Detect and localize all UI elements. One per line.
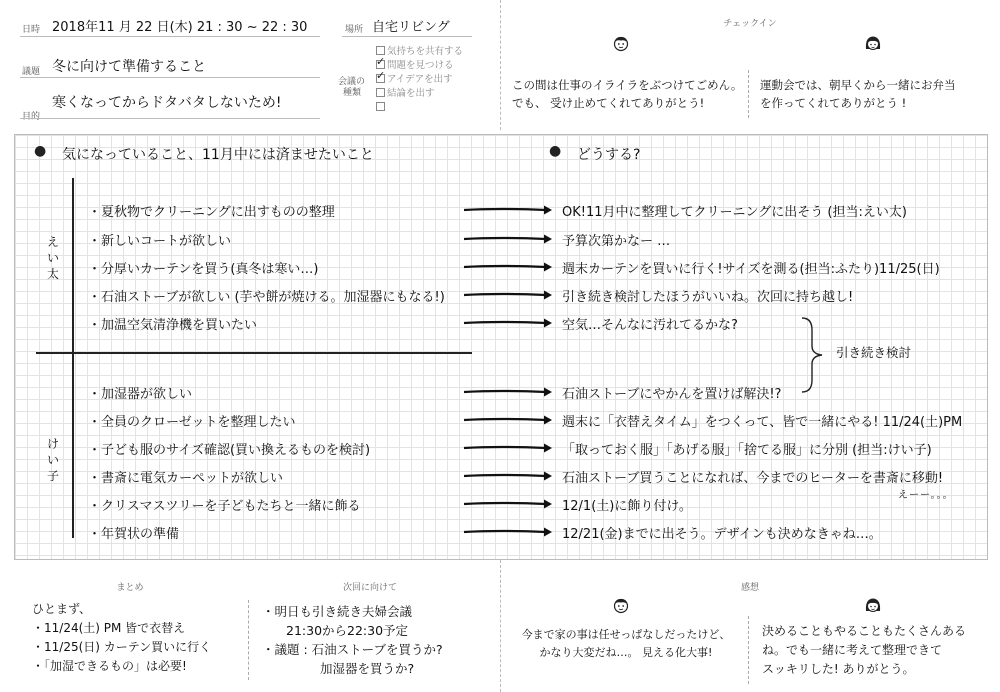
checkbox-problem[interactable]: [376, 60, 385, 69]
issue-item: ・全員のクローゼットを整理したい: [88, 415, 296, 430]
issue-item: ・加温空気清浄機を買いたい: [88, 318, 258, 333]
issue-item: ・年賀状の準備: [88, 527, 180, 542]
purpose-value: 寒くなってからドタバタしないため!: [52, 95, 282, 111]
checkbox-conclusion[interactable]: [376, 88, 385, 97]
answer-item: 予算次第かなー …: [562, 234, 671, 249]
woman-face-icon-footer: [864, 596, 882, 614]
purpose-underline: [20, 118, 320, 119]
person-keiko-label: け い 子: [46, 437, 59, 483]
issue-item: ・分厚いカーテンを買う(真冬は寒い…): [88, 262, 319, 277]
issue-item: ・新しいコートが欲しい: [88, 234, 232, 249]
right-heading: どうする?: [577, 147, 641, 163]
meeting-type-label-1: 会議の: [338, 77, 366, 87]
left-heading: 気になっていること、11月中には済ませたいこと: [62, 147, 374, 163]
checkin-right-text: 運動会では、朝早くから一緒にお弁当 を作ってくれてありがとう !: [760, 78, 956, 110]
answer-item: 引き続き検討したほうがいいね。次回に持ち越し!: [562, 290, 854, 305]
topic-value: 冬に向けて準備すること: [52, 59, 206, 75]
meeting-type-problem[interactable]: ✓問題を見つける: [376, 59, 463, 73]
answer-item: 空気…そんなに汚れてるかな?: [562, 318, 738, 333]
place-value: 自宅リビング: [372, 20, 450, 35]
meeting-type-idea[interactable]: ✓アイデアを出す: [376, 73, 463, 87]
impression-label: 感想: [740, 583, 759, 593]
place-underline: [342, 36, 472, 37]
meeting-type-blank[interactable]: [376, 101, 463, 115]
checkin-divider: [748, 70, 749, 118]
issue-item: ・クリスマスツリーを子どもたちと一緒に飾る: [88, 499, 361, 514]
footer-divider-1: [248, 600, 249, 680]
answer-item: 12/21(金)までに出そう。デザインも決めなきゃね…。: [562, 527, 882, 542]
date-label: 日時: [22, 25, 41, 35]
place-label: 場所: [345, 25, 364, 35]
answer-item: 週末カーテンを買いに行く!サイズを測る(担当:ふたり)11/25(日): [562, 262, 940, 277]
date-underline: [20, 36, 320, 37]
man-face-icon: [612, 34, 630, 52]
meeting-type-share[interactable]: 気持ちを共有する: [376, 45, 463, 59]
footer-divider-2: [748, 616, 749, 684]
answer-item: OK!11月中に整理してクリーニングに出そう (担当:えい太): [562, 205, 907, 220]
answer-item: 石油ストーブにやかんを置けば解決!?: [562, 387, 782, 402]
footer-section: [0, 560, 1000, 692]
impression-right-text: 決めることもやることもたくさんある ね。でも一緒に考えて整理できて スッキリした! ありがとう。: [762, 624, 967, 676]
answer-item: 週末に「衣替えタイム」をつくって、皆で一緒にやる! 11/24(土)PM: [562, 415, 963, 430]
man-face-icon-footer: [612, 596, 630, 614]
side-note: えーー。。。: [898, 490, 954, 501]
issue-item: ・夏秋物でクリーニングに出すものの整理: [88, 205, 335, 220]
header-section: [0, 0, 1000, 130]
left-heading-bullet: ●: [34, 143, 47, 159]
meeting-type-label-2: 種類: [343, 88, 362, 98]
right-heading-bullet: ●: [549, 143, 562, 159]
checkbox-idea[interactable]: [376, 74, 385, 83]
topic-underline: [20, 77, 320, 78]
summary-label: まとめ: [116, 583, 144, 593]
summary-text: ひとまず、 ・11/24(土) PM 皆で衣替え ・11/25(日) カーテン買いに行く ・「加湿できるもの」は必要!: [32, 602, 212, 673]
next-label: 次回に向けて: [342, 583, 397, 593]
header-center-divider: [500, 0, 501, 130]
date-value: 2018年11 月 22 日(木) 21 : 30 ~ 22 : 30: [52, 20, 308, 35]
impression-left-text: 今まで家の事は任せっぱなしだったけど、 かなり大変だね…。 見える化大事!: [521, 628, 731, 659]
person-eita-label: え い 太: [46, 235, 59, 281]
next-text: ・明日も引き続き夫婦会議 21:30から22:30予定 ・議題 : 石油ストーブを買うか? 加湿器を買うか?: [262, 604, 443, 676]
brace-note: 引き続き検討: [836, 345, 912, 360]
checkbox-blank[interactable]: [376, 102, 385, 111]
answer-item: 12/1(土)に飾り付け。: [562, 499, 692, 514]
topic-label: 議題: [22, 67, 41, 77]
purpose-label: 目的: [22, 112, 41, 122]
main-grid: [14, 134, 988, 560]
answer-item: 「取っておく服」「あげる服」「捨てる服」に分別 (担当:けい子): [562, 443, 932, 458]
issue-item: ・書斎に電気カーペットが欲しい: [88, 471, 284, 486]
answer-item: 石油ストーブ買うことになれば、今までのヒーターを書斎に移動!: [562, 471, 944, 486]
issue-item: ・子ども服のサイズ確認(買い換えるものを検討): [88, 443, 371, 458]
meeting-type-conclusion[interactable]: 結論を出す: [376, 87, 463, 101]
footer-center-divider: [500, 560, 501, 692]
woman-face-icon: [864, 34, 882, 52]
meeting-type-list: [376, 45, 463, 115]
issue-item: ・石油ストーブが欲しい (芋や餅が焼ける。加湿器にもなる!): [88, 290, 445, 305]
checkin-label: チェックイン: [723, 19, 777, 29]
checkin-left-text: この間は仕事のイライラをぶつけてごめん。 でも、 受け止めてくれてありがとう!: [512, 78, 743, 110]
issue-item: ・加湿器が欲しい: [88, 387, 193, 402]
checkbox-share[interactable]: [376, 46, 385, 55]
